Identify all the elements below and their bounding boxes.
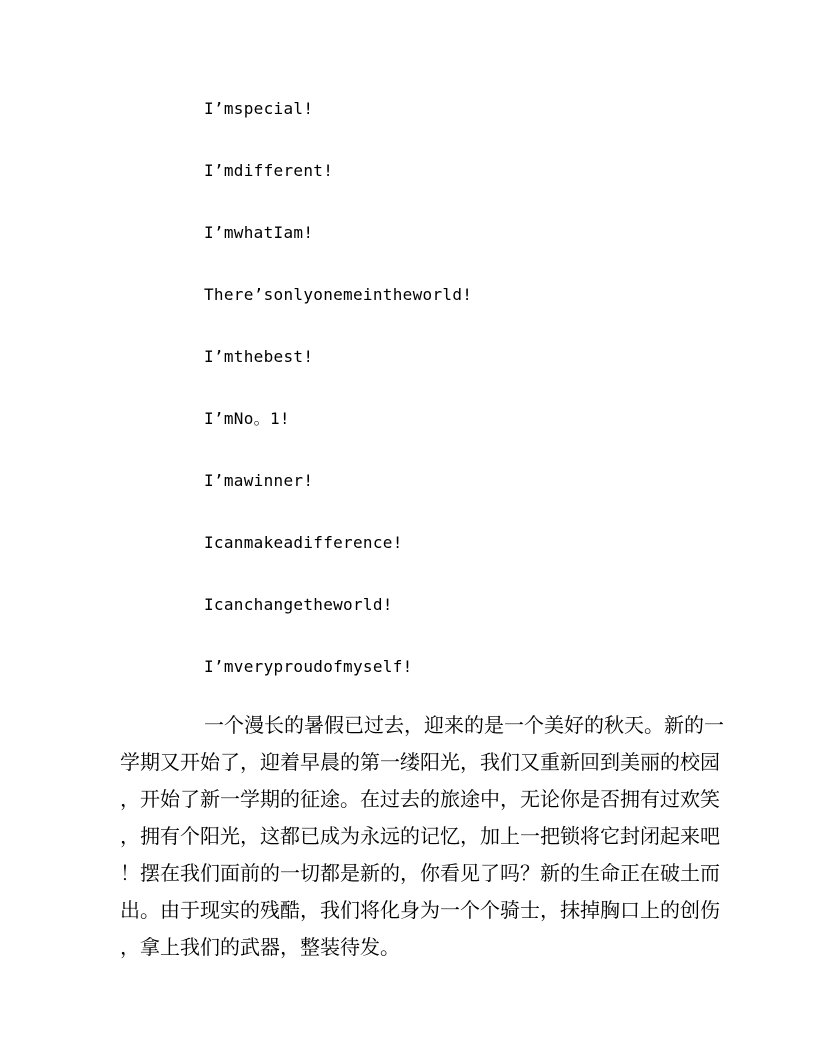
paragraph-line: 出。由于现实的残酷，我们将化身为一个个骑士，抹掉胸口上的创伤 [120, 898, 720, 922]
essay-paragraph [120, 711, 724, 970]
affirmation-line: I’mveryproudofmyself! [204, 657, 413, 676]
paragraph-line: ，开始了新一学期的征途。在过去的旅途中，无论你是否拥有过欢笑 [120, 787, 720, 811]
affirmation-line: I’mspecial! [204, 99, 314, 118]
affirmation-line: I’mdifferent! [204, 161, 334, 180]
affirmation-line: I’mNo。1! [204, 409, 290, 428]
affirmation-line: Icanmakeadifference! [204, 533, 403, 552]
affirmation-line: There’sonlyonemeintheworld! [204, 285, 473, 304]
affirmation-line: I’mthebest! [204, 347, 314, 366]
paragraph-line: 一个漫长的暑假已过去，迎来的是一个美好的秋天。新的一 [204, 713, 724, 737]
paragraph-line: 学期又开始了，迎着早晨的第一缕阳光，我们又重新回到美丽的校园 [120, 750, 720, 774]
paragraph-line: ，拿上我们的武器，整装待发。 [120, 935, 400, 959]
affirmation-line: Icanchangetheworld! [204, 595, 393, 614]
paragraph-line: ，拥有个阳光，这都已成为永远的记忆，加上一把锁将它封闭起来吧 [120, 824, 720, 848]
affirmation-line: I’mawinner! [204, 471, 314, 490]
paragraph-line: ！摆在我们面前的一切都是新的，你看见了吗？新的生命正在破土而 [120, 861, 720, 885]
affirmation-line: I’mwhatIam! [204, 223, 314, 242]
